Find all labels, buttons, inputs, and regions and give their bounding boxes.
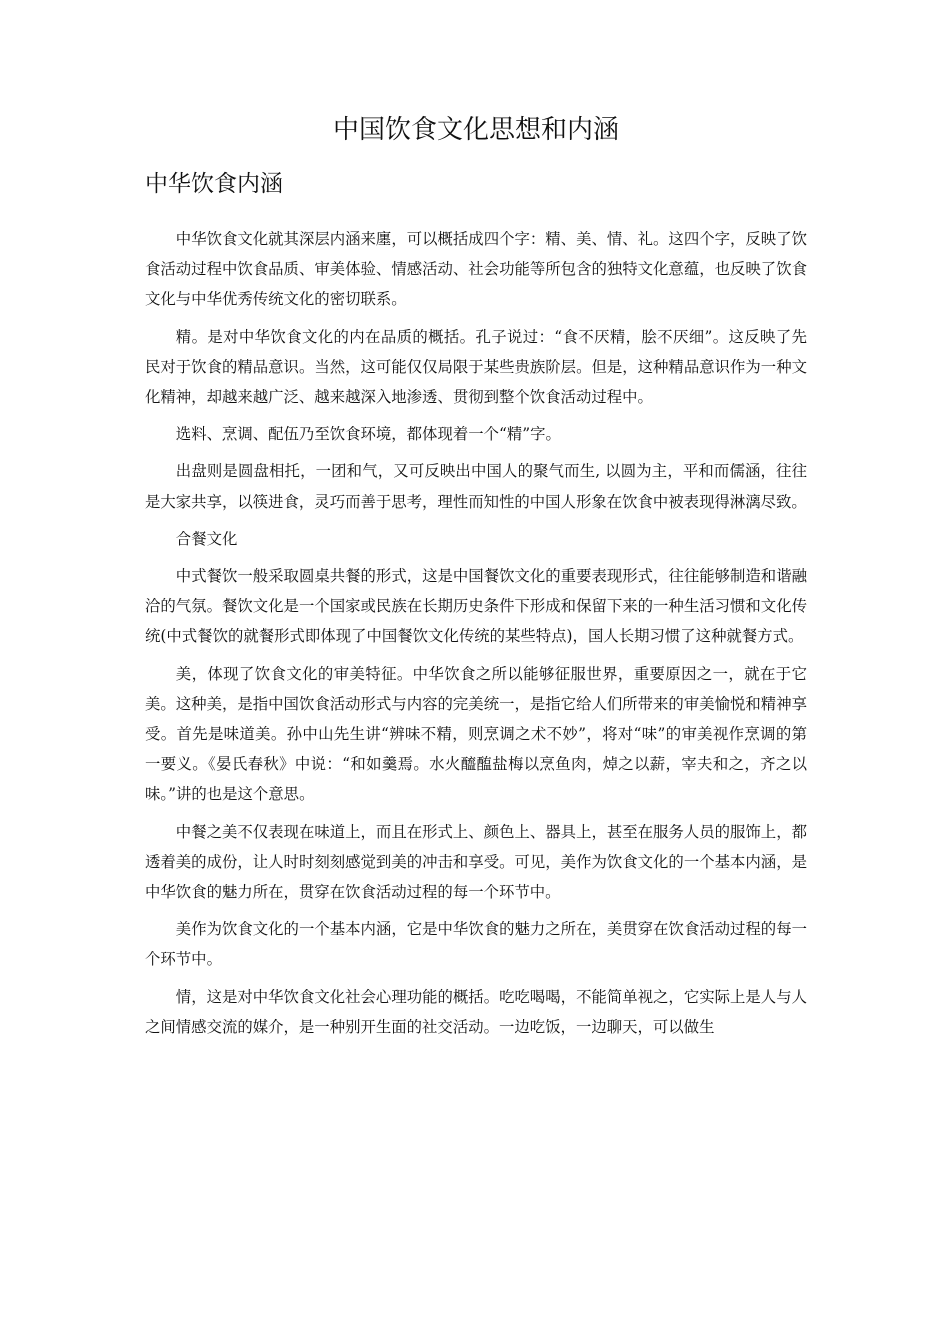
- document-page: [145, 112, 807, 1049]
- paragraph-jing: 精。是对中华饮食文化的内在品质的概括。孔子说过：“食不厌精，脍不厌细”。这反映了先民对于饮食的精品意识。当然，这可能仅仅局限于某些贵族阶层。但是，这种精品意识作为一种文化精神，却越来越广泛、越来越深入地渗透、贯彻到整个饮食活动过程中。: [145, 327, 807, 407]
- section-heading: 中华饮食内涵: [145, 171, 283, 197]
- document-title: 中国饮食文化思想和内涵: [332, 115, 619, 145]
- paragraph-plating: 出盘则是圆盘相托，一团和气，又可反映出中国人的聚气而生, 以圆为主，平和而儒涵，往往是大家共享，以筷进食，灵巧而善于思考，理性而知性的中国人形象在饮食中被表现得淋漓尽致。: [145, 462, 807, 511]
- paragraph-mei: 美，体现了饮食文化的审美特征。中华饮食之所以能够征服世界，重要原因之一，就在于它美。这种美，是指中国饮食活动形式与内容的完美统一，是指它给人们所带来的审美愉悦和精神享受。首先是味道美。孙中山先生讲“辨味不精，则烹调之术不妙”，将对“味”的审美视作烹调的第一要义。《晏氏春秋》中说：“和如羹焉。水火醯醢盐梅以烹鱼肉，焯之以薪，宰夫和之，齐之以味。”讲的也是这个意思。: [145, 664, 807, 804]
- paragraph-beauty-summary: 美作为饮食文化的一个基本内涵，它是中华饮食的魅力之所在，美贯穿在饮食活动过程的每一个环节中。: [145, 920, 807, 969]
- paragraph-qing: 情，这是对中华饮食文化社会心理功能的概括。吃吃喝喝，不能简单视之，它实际上是人与人之间情感交流的媒介，是一种别开生面的社交活动。一边吃饭，一边聊天，可以做生: [145, 987, 807, 1036]
- paragraph-selection: 选料、烹调、配伍乃至饮食环境，都体现着一个“精”字。: [175, 425, 561, 444]
- paragraph-intro: 中华饮食文化就其深层内涵来廛，可以概括成四个字：精、美、情、礼。这四个字，反映了饮食活动过程中饮食品质、审美体验、情感活动、社会功能等所包含的独特文化意蕴，也反映了饮食文化与中华优秀传统文化的密切联系。: [145, 230, 807, 309]
- paragraph-shared-meal: 中式餐饮一般采取圆桌共餐的形式，这是中国餐饮文化的重要表现形式，往往能够制造和谐融洽的气氛。餐饮文化是一个国家或民族在长期历史条件下形成和保留下来的一种生活习惯和文化传统(中式餐饮的就餐形式即体现了中国餐饮文化传统的某些特点)，国人长期习惯了这种就餐方式。: [145, 567, 807, 646]
- paragraph-beauty-form: 中餐之美不仅表现在味道上，而且在形式上、颜色上、器具上，甚至在服务人员的服饰上，都透着美的成份，让人时时刻刻感觉到美的冲击和享受。可见，美作为饮食文化的一个基本内涵，是中华饮食的魅力所在，贯穿在饮食活动过程的每一个环节中。: [145, 822, 807, 902]
- document-body: [145, 224, 807, 1042]
- paragraph-subheading-shared-meal: 合餐文化: [175, 529, 238, 548]
